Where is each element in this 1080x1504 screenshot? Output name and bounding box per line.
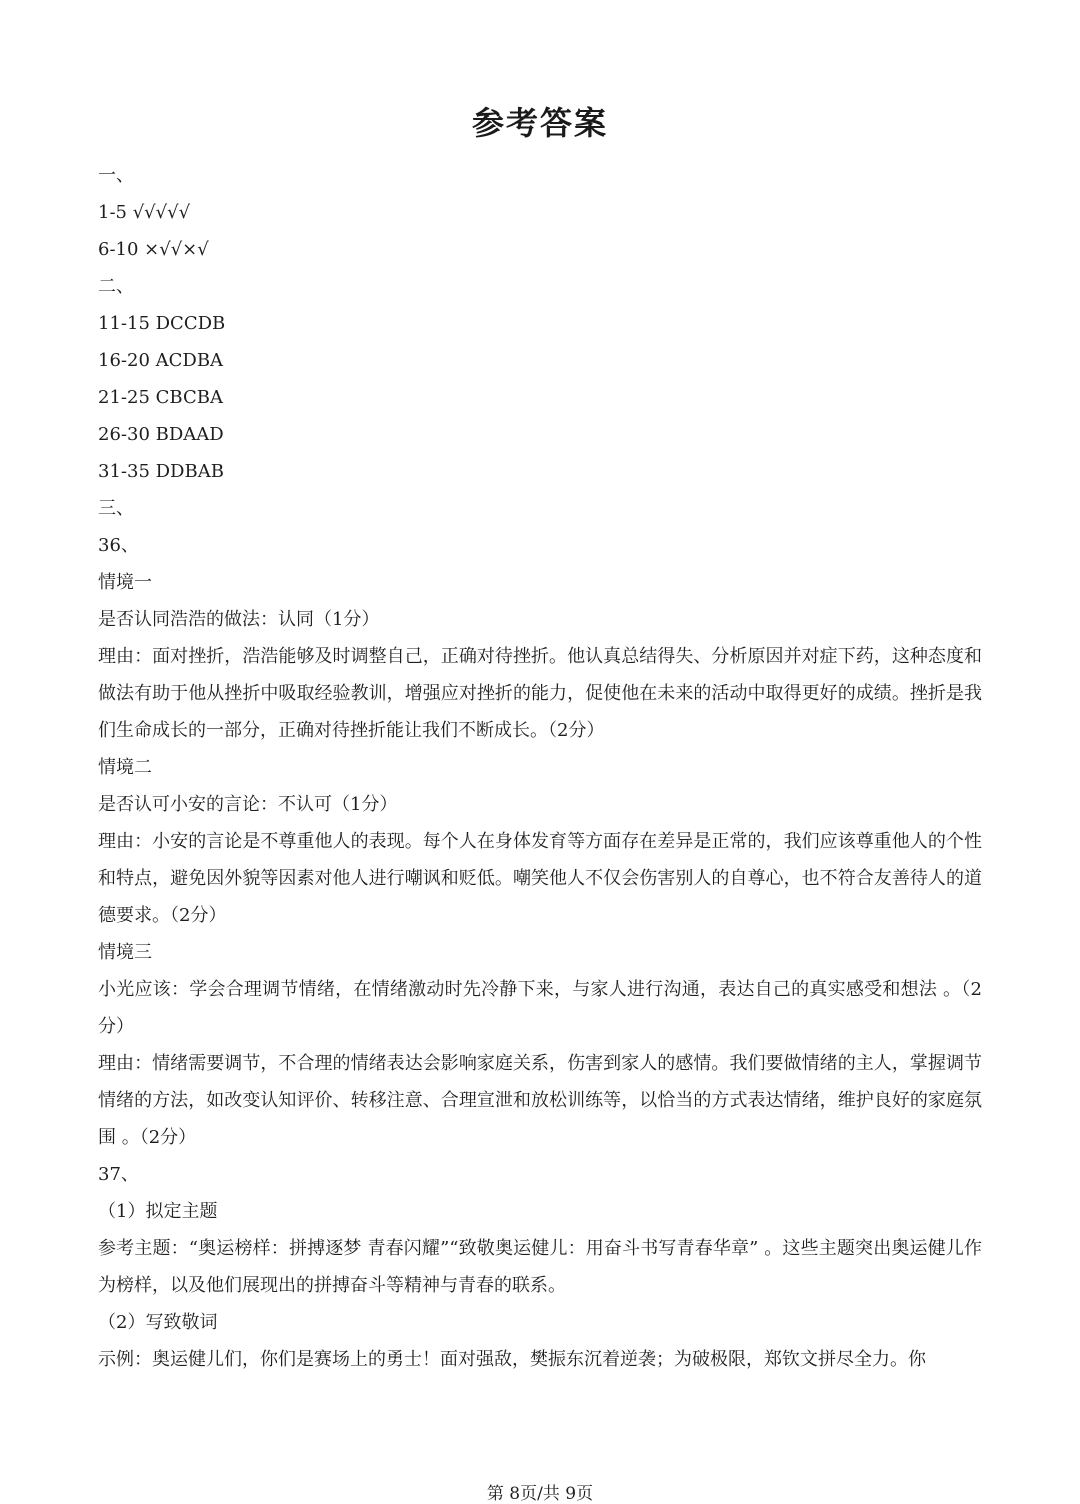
- scenario-title: 情境二: [98, 757, 152, 778]
- answer-row: 21-25 CBCBA: [98, 387, 223, 408]
- section-heading: 二、: [98, 276, 134, 297]
- answer-row: 31-35 DDBAB: [98, 461, 224, 482]
- answer-row: 6-10 ×√√×√: [98, 239, 209, 260]
- page-number: 第 8页/共 9页: [486, 1484, 594, 1504]
- scenario-answer: 小光应该：学会合理调节情绪，在情绪激动时先冷静下来，与家人进行沟通，表达自己的真实感受和想法 。（2分）: [98, 979, 982, 1037]
- question-number: 36、: [98, 535, 139, 556]
- answer-row: 11-15 DCCDB: [98, 313, 226, 334]
- subquestion-answer: 示例：奥运健儿们，你们是赛场上的勇士！面对强敌，樊振东沉着逆袭；为破极限，郑钦文拼尽全力。你: [98, 1349, 926, 1370]
- answer-content: [98, 157, 982, 1378]
- answer-row: 1-5 √√√√√: [98, 202, 191, 223]
- answer-row: 16-20 ACDBA: [98, 350, 224, 371]
- answer-row: 26-30 BDAAD: [98, 424, 224, 445]
- question-number: 37、: [98, 1164, 139, 1185]
- scenario-reason: 理由：小安的言论是不尊重他人的表现。每个人在身体发育等方面存在差异是正常的，我们应该尊重他人的个性和特点，避免因外貌等因素对他人进行嘲讽和贬低。嘲笑他人不仅会伤害别人的自尊心，也不符合友善待人的道德要求。（2分）: [98, 831, 982, 926]
- scenario-reason: 理由：情绪需要调节，不合理的情绪表达会影响家庭关系，伤害到家人的感情。我们要做情绪的主人，掌握调节情绪的方法，如改变认知评价、转移注意、合理宣泄和放松训练等，以恰当的方式表达情绪，维护良好的家庭氛围 。（2分）: [98, 1053, 982, 1148]
- section-heading: 三、: [98, 498, 134, 519]
- scenario-title: 情境一: [98, 572, 152, 593]
- subquestion-title: （1）拟定主题: [98, 1201, 218, 1222]
- subquestion-answer: 参考主题：“奥运榜样：拼搏逐梦 青春闪耀”“致敬奥运健儿：用奋斗书写青春华章” 。这些主题突出奥运健儿作为榜样，以及他们展现出的拼搏奋斗等精神与青春的联系。: [98, 1238, 982, 1296]
- section-heading: 一、: [98, 165, 134, 186]
- subquestion-title: （2）写致敬词: [98, 1312, 218, 1333]
- scenario-answer: 是否认同浩浩的做法：认同（1分）: [98, 609, 380, 630]
- scenario-answer: 是否认可小安的言论：不认可（1分）: [98, 794, 398, 815]
- scenario-title: 情境三: [98, 942, 152, 963]
- scenario-reason: 理由：面对挫折，浩浩能够及时调整自己，正确对待挫折。他认真总结得失、分析原因并对症下药，这种态度和做法有助于他从挫折中吸取经验教训，增强应对挫折的能力，促使他在未来的活动中取得更好的成绩。挫折是我们生命成长的一部分，正确对待挫折能让我们不断成长。（2分）: [98, 646, 982, 741]
- page-title: 参考答案: [471, 104, 608, 142]
